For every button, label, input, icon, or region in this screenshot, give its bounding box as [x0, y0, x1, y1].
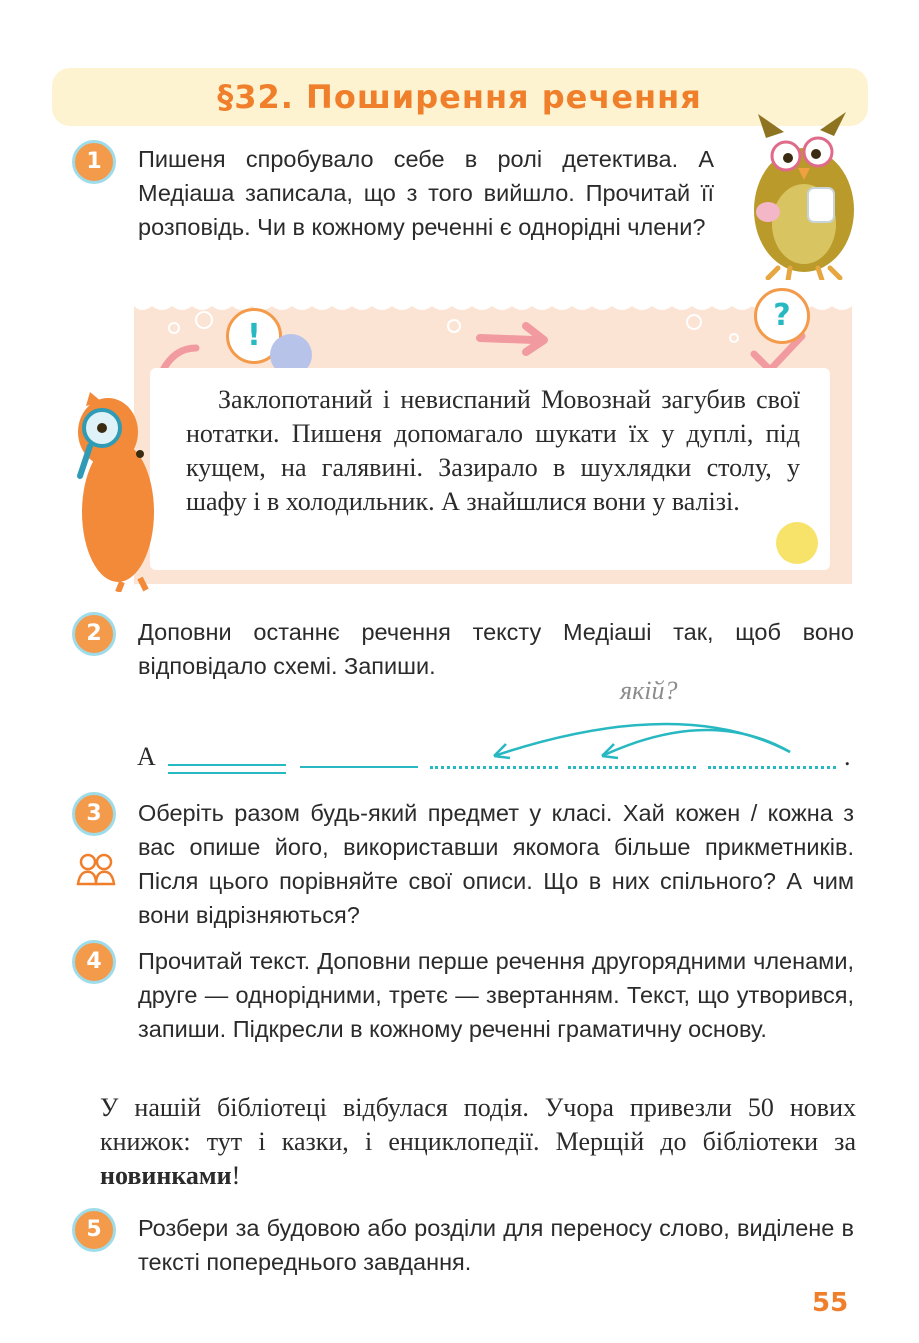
owl-illustration — [738, 108, 868, 280]
task-5-text: Розбери за будовою або розділи для переносу слово, виділене в тексті попереднього завдання. — [138, 1215, 854, 1275]
scheme-start: А — [137, 742, 156, 771]
task-number-1: 1 — [72, 140, 116, 184]
fox-illustration — [66, 392, 156, 592]
task-number-5: 5 — [72, 1208, 116, 1252]
story-text: Заклопотаний і невиспаний Мовознай загубив свої нотатки. Пишеня допомагало шукати їх у дуплі, під кущем, на галявині. Зазирало в шухлядки столу, у шафу і в холодильник. А знайшлися вони у валізі. — [186, 385, 800, 516]
exclamation-bubble-icon: ! — [226, 308, 282, 364]
task-4-text: Прочитай текст. Доповни перше речення другорядними членами, друге — однорідними, третє — звертанням. Текст, що утворився, запиши. Підкресли в кожному реченні граматичну основу. — [138, 948, 854, 1042]
task-1-text: Пишеня спробувало себе в ролі детектива. А Медіаша записала, що з того вийшло. Прочитай її розповідь. Чи в кожному реченні є однорідні члени? — [138, 146, 714, 240]
question-bubble-icon: ? — [754, 288, 810, 344]
page-number: 55 — [812, 1288, 849, 1318]
scheme-subject-line-1 — [168, 764, 286, 766]
passage-end: ! — [231, 1161, 241, 1190]
scheme-attribute-line-1 — [430, 766, 558, 769]
scheme-adverbial-line — [708, 766, 836, 769]
pair-work-icon — [76, 852, 116, 888]
scheme-subject-line-2 — [168, 772, 286, 774]
passage-text: У нашій бібліотеці відбулася подія. Учора привезли 50 нових книжок: тут і казки, і енциклопедії. Мерщій до бібліотеки за — [100, 1093, 856, 1156]
task-number-3: 3 — [72, 792, 116, 836]
task-2-text: Доповни останнє речення тексту Медіаші так, щоб воно відповідало схемі. Запиши. — [138, 619, 854, 679]
scheme-end: . — [844, 742, 851, 771]
scheme-attribute-line-2 — [568, 766, 696, 769]
smile-face-icon — [776, 522, 818, 564]
passage-bold-word: новинками — [100, 1161, 232, 1190]
scheme-predicate-line — [300, 766, 418, 768]
task-3-text: Оберіть разом будь-який предмет у класі. Хай кожен / кожна з вас опише його, використавши якомога більше прикметників. Після цього порівняйте свої описи. Що в них спільного? А чим вони відрізняються? — [138, 800, 854, 928]
task-4-passage — [100, 1091, 856, 1193]
scheme-arrows — [480, 706, 800, 766]
task-number-2: 2 — [72, 612, 116, 656]
scheme-question: якій? — [620, 676, 678, 705]
page-title: §32. Поширення речення — [217, 78, 702, 116]
task-number-4: 4 — [72, 940, 116, 984]
